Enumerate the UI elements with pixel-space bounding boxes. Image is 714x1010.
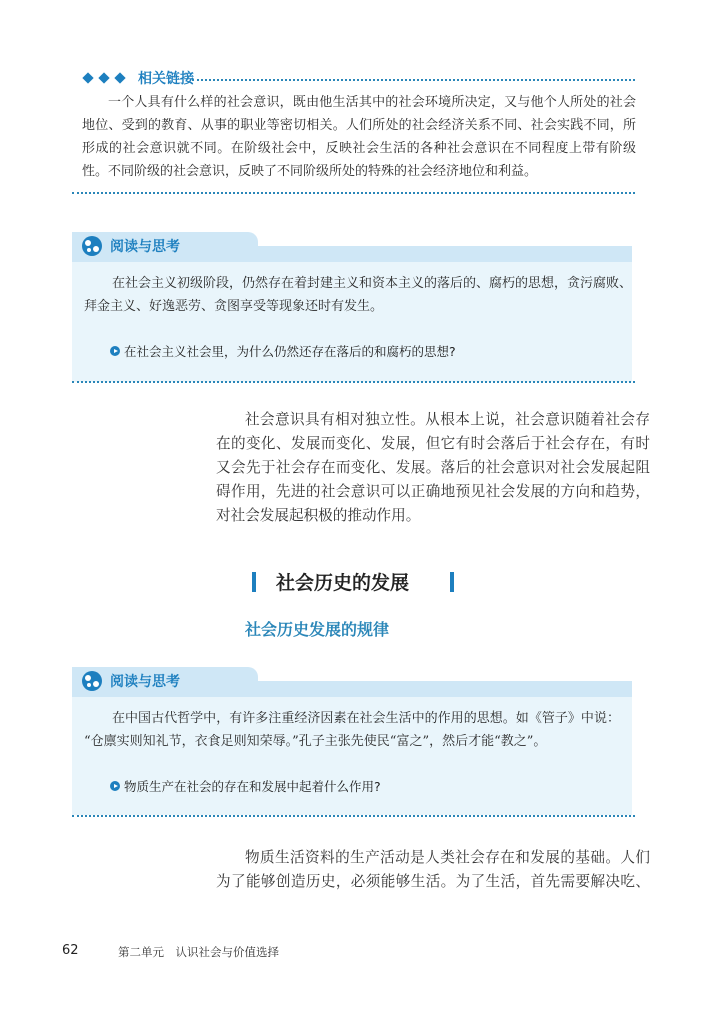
body-line: 在的变化、发展而变化、发展，但它有时会落后于社会存在，有时 <box>216 435 650 452</box>
box-title: 阅读与思考 <box>110 674 180 690</box>
box-line: 拜金主义、好逸恶劳、贪图享受等现象还时有发生。 <box>84 299 384 314</box>
box-title: 阅读与思考 <box>110 239 180 255</box>
divider <box>72 381 635 383</box>
box-line: “仓廪实则知礼节，衣食足则知荣辱。”孔子主张先使民“富之”，然后才能“教之”。 <box>84 734 547 749</box>
reading-icon <box>82 236 102 256</box>
box-question <box>110 777 381 795</box>
play-bullet-icon <box>110 781 120 791</box>
related-link-line: 地位、受到的教育、从事的职业等密切相关。人们所处的社会经济关系不同、社会实践不同，所 <box>82 118 636 133</box>
diamond-icon <box>82 72 93 83</box>
body-line: 为了能够创造历史，必须能够生活。为了生活，首先需要解决吃、 <box>216 873 650 890</box>
divider <box>72 815 635 817</box>
section-title: 社会历史的发展 <box>276 572 410 594</box>
subsection-title: 社会历史发展的规律 <box>245 620 390 639</box>
heading-bar <box>252 572 256 592</box>
divider <box>192 79 635 81</box>
diamond-icon <box>98 72 109 83</box>
body-line: 对社会发展起积极的推动作用。 <box>216 507 421 524</box>
related-link-line: 形成的社会意识就不同。在阶级社会中，反映社会生活的各种社会意识在不同程度上带有阶级 <box>82 141 636 156</box>
box-question <box>110 342 456 360</box>
reading-icon <box>82 671 102 691</box>
related-link-line: 性。不同阶级的社会意识，反映了不同阶级所处的特殊的社会经济地位和利益。 <box>82 164 538 179</box>
diamond-icon <box>114 72 125 83</box>
footer-unit: 第二单元 认识社会与价值选择 <box>118 945 279 959</box>
body-line: 社会意识具有相对独立性。从根本上说，社会意识随着社会存 <box>245 411 650 428</box>
body-line: 物质生活资料的生产活动是人类社会存在和发展的基础。人们 <box>245 849 650 866</box>
play-bullet-icon <box>110 346 120 356</box>
question-text: 物质生产在社会的存在和发展中起着什么作用? <box>124 779 381 794</box>
box-line: 在中国古代哲学中，有许多注重经济因素在社会生活中的作用的思想。如《管子》中说： <box>112 711 620 726</box>
related-link-title: 相关链接 <box>138 71 194 87</box>
page-number: 62 <box>62 943 79 958</box>
related-link-line: 一个人具有什么样的社会意识，既由他生活其中的社会环境所决定，又与他个人所处的社会 <box>108 95 636 110</box>
divider <box>72 192 635 194</box>
question-text: 在社会主义社会里，为什么仍然还存在落后的和腐朽的思想? <box>124 344 456 359</box>
related-link-header <box>80 68 194 88</box>
reading-thinking-box <box>72 667 632 817</box>
box-line: 在社会主义初级阶段，仍然存在着封建主义和资本主义的落后的、腐朽的思想，贪污腐败、 <box>112 276 633 291</box>
body-line: 碍作用，先进的社会意识可以正确地预见社会发展的方向和趋势， <box>216 483 650 500</box>
reading-thinking-box <box>72 232 632 384</box>
body-line: 又会先于社会存在而变化、发展。落后的社会意识对社会发展起阻 <box>216 459 650 476</box>
heading-bar <box>450 572 454 592</box>
